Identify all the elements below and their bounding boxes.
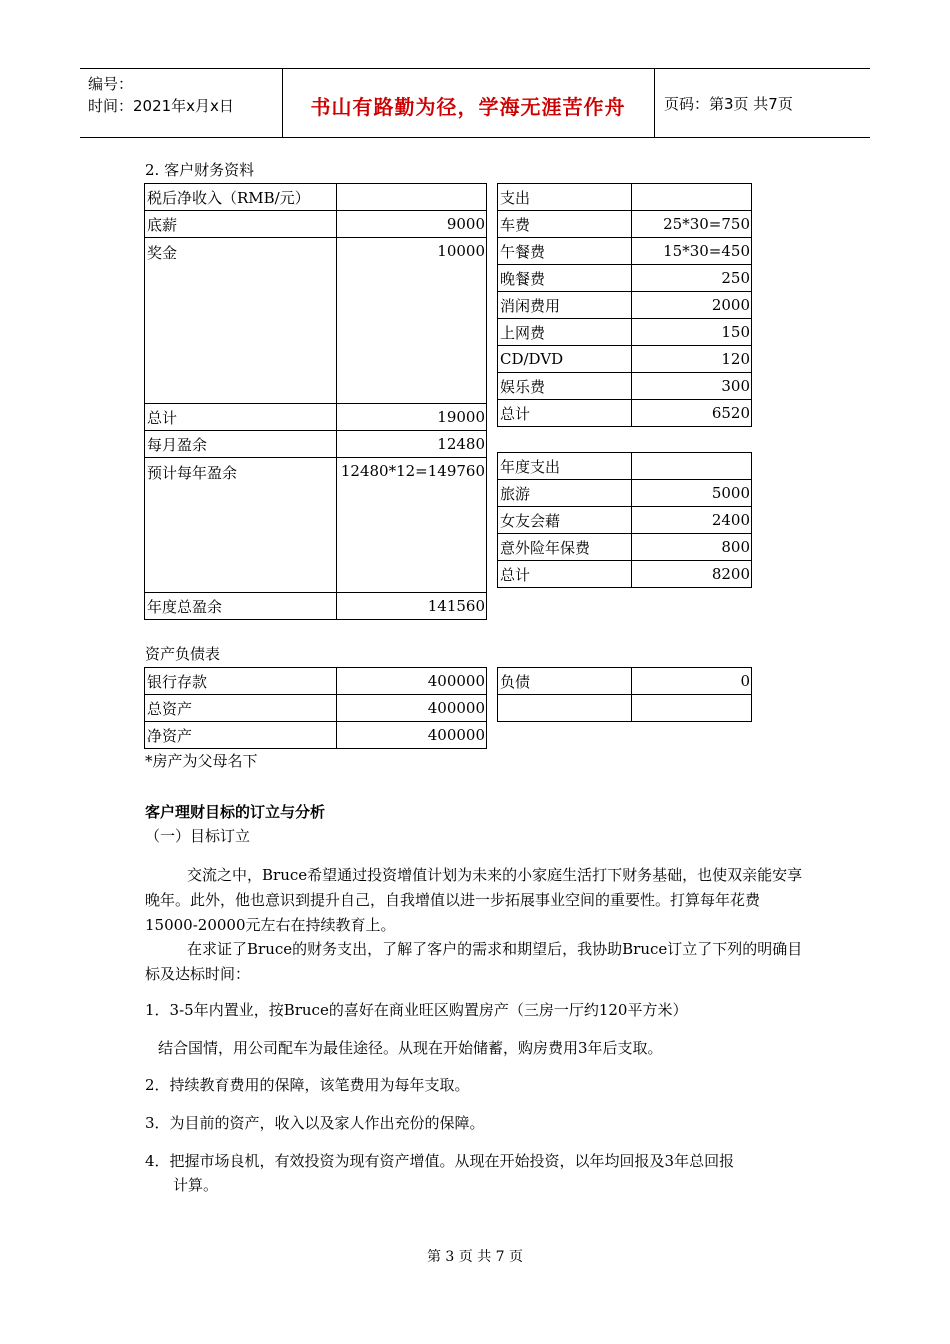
income-table — [144, 183, 487, 620]
table-row — [498, 400, 752, 427]
expense-header: 支出 — [498, 184, 632, 211]
property-note: *房产为父母名下 — [145, 752, 258, 770]
expense-label: 消闲费用 — [498, 292, 632, 319]
table-row — [145, 431, 487, 458]
expense-header-value — [632, 184, 752, 211]
goal-item: 1．3-5年内置业，按Bruce的喜好在商业旺区购置房产（三房一厅约120平方米） — [145, 1001, 688, 1019]
expense-value: 250 — [632, 265, 752, 292]
liability-empty — [632, 695, 752, 722]
table-row — [498, 561, 752, 588]
header-time: 时间：2021年x月x日 — [88, 97, 234, 115]
page-header — [80, 68, 870, 138]
table-row — [498, 265, 752, 292]
expense-value: 120 — [632, 346, 752, 373]
expense-value: 15*30=450 — [632, 238, 752, 265]
income-value: 10000 — [337, 238, 487, 404]
table-row — [145, 404, 487, 431]
table-row — [498, 480, 752, 507]
header-meta — [88, 73, 234, 117]
table-row — [498, 238, 752, 265]
expense-label: 总计 — [498, 400, 632, 427]
annual-label: 意外险年保费 — [498, 534, 632, 561]
table-row — [498, 319, 752, 346]
annual-value: 5000 — [632, 480, 752, 507]
income-label: 预计每年盈余 — [145, 458, 337, 593]
asset-value: 400000 — [337, 668, 487, 695]
income-label: 奖金 — [145, 238, 337, 404]
income-label: 底薪 — [145, 211, 337, 238]
liability-table — [497, 667, 752, 722]
table-row — [498, 292, 752, 319]
income-value: 19000 — [337, 404, 487, 431]
income-value: 141560 — [337, 593, 487, 620]
table-row — [498, 184, 752, 211]
page-footer: 第 3 页 共 7 页 — [426, 1249, 524, 1265]
goal-item: 计算。 — [173, 1176, 219, 1194]
goals-subtitle: （一）目标订立 — [145, 827, 251, 845]
income-header: 税后净收入（RMB/元） — [145, 184, 337, 211]
expense-label: 午餐费 — [498, 238, 632, 265]
annual-value: 8200 — [632, 561, 752, 588]
header-number: 编号： — [88, 75, 134, 93]
expense-label: 上网费 — [498, 319, 632, 346]
asset-label: 净资产 — [145, 722, 337, 749]
asset-label: 总资产 — [145, 695, 337, 722]
annual-label: 总计 — [498, 561, 632, 588]
annual-header-value — [632, 453, 752, 480]
goal-item: 3．为目前的资产，收入以及家人作出充份的保障。 — [145, 1114, 485, 1132]
expense-table — [497, 183, 752, 427]
income-header-value — [337, 184, 487, 211]
goal-item: 结合国情，用公司配车为最佳途径。从现在开始储蓄，购房费用3年后支取。 — [158, 1039, 663, 1057]
income-value: 12480*12=149760 — [337, 458, 487, 593]
table-row — [145, 695, 487, 722]
annual-expense-table — [497, 452, 752, 588]
goal-item: 4．把握市场良机，有效投资为现有资产增值。从现在开始投资，以年均回报及3年总回报 — [145, 1152, 735, 1170]
income-label: 年度总盈余 — [145, 593, 337, 620]
expense-value: 25*30=750 — [632, 211, 752, 238]
table-row — [145, 593, 487, 620]
expense-label: 晚餐费 — [498, 265, 632, 292]
expense-value: 6520 — [632, 400, 752, 427]
table-row — [498, 453, 752, 480]
table-row — [145, 211, 487, 238]
goals-title: 客户理财目标的订立与分析 — [145, 803, 326, 821]
table-row — [145, 668, 487, 695]
annual-value: 800 — [632, 534, 752, 561]
section-title: 2. 客户财务资料 — [145, 161, 255, 179]
balance-sheet-title: 资产负债表 — [145, 645, 221, 663]
income-label: 总计 — [145, 404, 337, 431]
table-row — [145, 722, 487, 749]
table-row — [145, 238, 487, 404]
table-row — [145, 184, 487, 211]
expense-value: 2000 — [632, 292, 752, 319]
liability-label: 负债 — [498, 668, 632, 695]
asset-value: 400000 — [337, 695, 487, 722]
annual-label: 旅游 — [498, 480, 632, 507]
table-row — [498, 211, 752, 238]
table-row — [498, 534, 752, 561]
income-value: 9000 — [337, 211, 487, 238]
asset-label: 银行存款 — [145, 668, 337, 695]
goal-item: 2．持续教育费用的保障，该笔费用为每年支取。 — [145, 1076, 470, 1094]
expense-label: 娱乐费 — [498, 373, 632, 400]
expense-value: 300 — [632, 373, 752, 400]
annual-header: 年度支出 — [498, 453, 632, 480]
asset-table — [144, 667, 487, 749]
header-page-number: 页码：第3页 共7页 — [664, 95, 793, 113]
header-divider — [654, 69, 655, 137]
expense-value: 150 — [632, 319, 752, 346]
table-row — [498, 695, 752, 722]
paragraph: 交流之中，Bruce希望通过投资增值计划为未来的小家庭生活打下财务基础，也使双亲能安享晚年。此外，他也意识到提升自己，自我增值以进一步拓展事业空间的重要性。打算每年花费15000-20000元左右在持续教育上。 — [145, 866, 803, 934]
annual-value: 2400 — [632, 507, 752, 534]
header-motto: 书山有路勤为径，学海无涯苦作舟 — [310, 95, 626, 119]
table-row — [498, 373, 752, 400]
income-value: 12480 — [337, 431, 487, 458]
table-row — [498, 668, 752, 695]
paragraph: 在求证了Bruce的财务支出，了解了客户的需求和期望后，我协助Bruce订立了下列的明确目标及达标时间： — [145, 940, 803, 983]
table-row — [145, 458, 487, 593]
expense-label: 车费 — [498, 211, 632, 238]
table-row — [498, 346, 752, 373]
asset-value: 400000 — [337, 722, 487, 749]
expense-label: CD/DVD — [498, 346, 632, 373]
table-row — [498, 507, 752, 534]
liability-empty — [498, 695, 632, 722]
liability-value: 0 — [632, 668, 752, 695]
annual-label: 女友会藉 — [498, 507, 632, 534]
income-label: 每月盈余 — [145, 431, 337, 458]
